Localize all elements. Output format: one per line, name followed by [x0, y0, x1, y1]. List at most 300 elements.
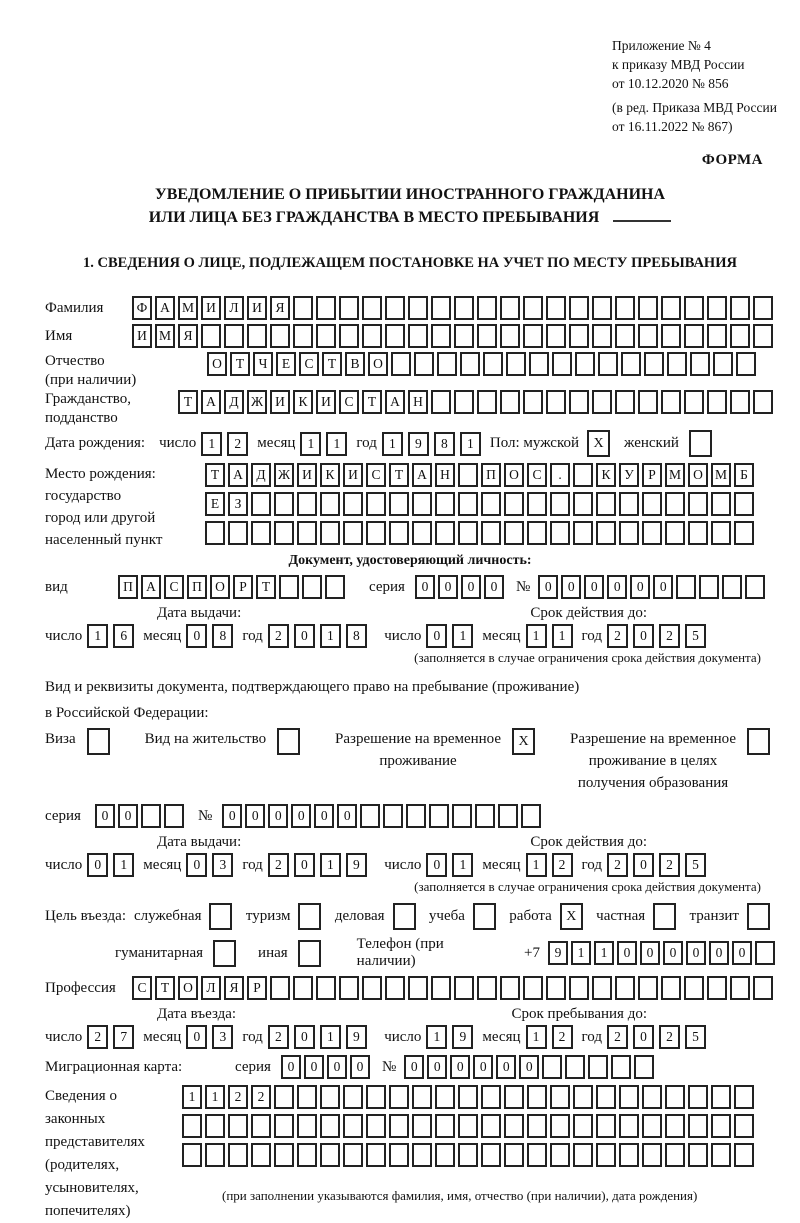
char-box — [431, 296, 451, 320]
char-box — [412, 492, 432, 516]
char-box: Т — [389, 463, 409, 487]
char-box — [550, 521, 570, 545]
char-box — [690, 352, 710, 376]
char-box — [523, 390, 543, 414]
char-box: П — [118, 575, 138, 599]
char-box: А — [228, 463, 248, 487]
valid-year-boxes — [607, 853, 706, 877]
char-box — [573, 1085, 593, 1109]
char-box — [550, 1143, 570, 1167]
char-box — [504, 521, 524, 545]
residence-permit-label: Вид на жительство — [144, 731, 267, 747]
citizenship-boxes — [178, 390, 773, 414]
char-box — [665, 1143, 685, 1167]
char-box: О — [504, 463, 524, 487]
month-label: месяц — [143, 1028, 182, 1045]
char-box — [477, 976, 497, 1000]
char-box — [385, 324, 405, 348]
year-label: год — [581, 1028, 602, 1045]
char-box: Д — [251, 463, 271, 487]
residence-doc-options — [45, 728, 775, 794]
surname-row — [45, 296, 775, 320]
year-label: год — [242, 627, 263, 644]
char-box — [506, 352, 526, 376]
char-box — [228, 521, 248, 545]
purpose-business — [335, 903, 416, 930]
study-checkbox — [473, 903, 496, 930]
char-box — [596, 1143, 616, 1167]
char-box — [638, 324, 658, 348]
char-box — [711, 1143, 731, 1167]
char-box: Т — [322, 352, 342, 376]
char-box: 0 — [87, 853, 108, 877]
valid-until-label: Срок действия до: — [530, 834, 647, 850]
char-box: 0 — [461, 575, 481, 599]
char-box — [523, 296, 543, 320]
other-checkbox — [298, 940, 321, 967]
char-box: 1 — [452, 624, 473, 648]
birth-year-boxes — [382, 432, 481, 456]
char-box: 3 — [212, 1025, 233, 1049]
char-box — [297, 492, 317, 516]
month-label: месяц — [482, 856, 521, 873]
char-box — [621, 352, 641, 376]
char-box: И — [201, 296, 221, 320]
char-box — [406, 804, 426, 828]
humanitarian-phone-row — [45, 936, 775, 970]
temp-residence-label: Разрешение на временное проживание — [335, 731, 502, 769]
char-box — [343, 492, 363, 516]
char-box — [661, 390, 681, 414]
entry-date-label: Дата въезда: — [157, 1006, 237, 1022]
doc-type-label: вид — [45, 578, 68, 595]
char-box: У — [619, 463, 639, 487]
char-box: Ч — [253, 352, 273, 376]
char-box — [711, 1114, 731, 1138]
char-box — [182, 1143, 202, 1167]
char-box — [270, 976, 290, 1000]
doc-number-boxes — [538, 575, 765, 599]
char-box — [619, 1085, 639, 1109]
work-checkbox — [560, 903, 583, 930]
char-box — [274, 492, 294, 516]
char-box: Н — [435, 463, 455, 487]
char-box: Т — [230, 352, 250, 376]
entry-month-boxes — [186, 1025, 233, 1049]
char-box: 1 — [201, 432, 222, 456]
char-box: X — [587, 430, 610, 457]
char-box: 0 — [633, 853, 654, 877]
char-box — [734, 492, 754, 516]
char-box — [205, 1114, 225, 1138]
char-box: О — [210, 575, 230, 599]
char-box — [316, 296, 336, 320]
stay-year-boxes — [607, 1025, 706, 1049]
char-box — [274, 521, 294, 545]
requisite-line: Приложение № 4 — [612, 38, 711, 53]
char-box: 2 — [227, 432, 248, 456]
char-box — [320, 1143, 340, 1167]
profession-row — [45, 976, 775, 1000]
char-box: Ж — [247, 390, 267, 414]
char-box: 2 — [552, 853, 573, 877]
visa-label: Виза — [45, 731, 76, 747]
surname-label: Фамилия — [45, 299, 104, 316]
char-box: 2 — [268, 853, 289, 877]
char-box — [542, 1055, 562, 1079]
char-box — [665, 1085, 685, 1109]
char-box — [366, 1143, 386, 1167]
char-box: 0 — [519, 1055, 539, 1079]
char-box: 6 — [113, 624, 134, 648]
char-box — [393, 903, 416, 930]
char-box: 0 — [630, 575, 650, 599]
char-box: О — [207, 352, 227, 376]
char-box — [224, 324, 244, 348]
char-box: 8 — [346, 624, 367, 648]
char-box: 0 — [686, 941, 706, 965]
char-box: О — [178, 976, 198, 1000]
char-box — [684, 976, 704, 1000]
char-box — [205, 521, 225, 545]
char-box — [569, 976, 589, 1000]
char-box — [481, 521, 501, 545]
char-box: Ж — [274, 463, 294, 487]
char-box: 2 — [552, 1025, 573, 1049]
char-box — [689, 430, 712, 457]
char-box: 0 — [438, 575, 458, 599]
char-box — [521, 804, 541, 828]
char-box: 1 — [382, 432, 403, 456]
char-box — [667, 352, 687, 376]
visa-checkbox — [87, 728, 110, 755]
requisite-line: к приказу МВД России — [612, 57, 745, 72]
char-box: 0 — [304, 1055, 324, 1079]
char-box — [87, 728, 110, 755]
char-box — [596, 521, 616, 545]
char-box — [611, 1055, 631, 1079]
char-box — [546, 976, 566, 1000]
year-label: год — [581, 627, 602, 644]
char-box — [615, 390, 635, 414]
char-box — [711, 492, 731, 516]
char-box — [504, 492, 524, 516]
char-box — [596, 1114, 616, 1138]
char-box — [527, 492, 547, 516]
patronymic-boxes — [207, 352, 756, 376]
char-box — [293, 296, 313, 320]
char-box — [389, 492, 409, 516]
char-box: 1 — [526, 1025, 547, 1049]
char-box: 0 — [186, 1025, 207, 1049]
issue-month-boxes — [186, 853, 233, 877]
char-box: 0 — [496, 1055, 516, 1079]
char-box — [592, 296, 612, 320]
char-box: 1 — [182, 1085, 202, 1109]
surname-boxes — [132, 296, 773, 320]
residence-issue-date — [45, 853, 376, 877]
char-box: 0 — [584, 575, 604, 599]
char-box — [588, 1055, 608, 1079]
char-box — [504, 1114, 524, 1138]
char-box — [458, 1085, 478, 1109]
char-box: 0 — [640, 941, 660, 965]
month-label: месяц — [257, 435, 296, 451]
char-box — [569, 296, 589, 320]
char-box — [615, 296, 635, 320]
char-box: 0 — [222, 804, 242, 828]
representatives-row1-boxes — [182, 1085, 754, 1109]
char-box — [362, 296, 382, 320]
section1-heading: 1. СВЕДЕНИЯ О ЛИЦЕ, ПОДЛЕЖАЩЕМ ПОСТАНОВКЕ НА УЧЕТ ПО МЕСТУ ПРЕБЫВАНИЯ — [83, 255, 737, 271]
patronymic-row — [45, 352, 775, 390]
char-box — [615, 324, 635, 348]
char-box: Р — [642, 463, 662, 487]
issue-month-boxes — [186, 624, 233, 648]
char-box: 2 — [228, 1085, 248, 1109]
char-box — [638, 296, 658, 320]
identity-valid-date — [384, 624, 715, 648]
char-box — [325, 575, 345, 599]
private-checkbox — [653, 903, 676, 930]
char-box: Я — [270, 296, 290, 320]
edu-residence-option — [570, 728, 770, 794]
char-box — [228, 1143, 248, 1167]
char-box: 1 — [594, 941, 614, 965]
char-box — [270, 324, 290, 348]
char-box: З — [228, 492, 248, 516]
entry-date-group — [45, 1025, 376, 1049]
tourism-checkbox — [298, 903, 321, 930]
birthdate-sex-row — [45, 430, 775, 457]
char-box — [293, 324, 313, 348]
char-box: Е — [205, 492, 225, 516]
char-box: О — [688, 463, 708, 487]
char-box: С — [132, 976, 152, 1000]
char-box: А — [155, 296, 175, 320]
char-box — [316, 976, 336, 1000]
char-box — [297, 1114, 317, 1138]
representatives-boxrows — [182, 1085, 754, 1204]
char-box — [753, 976, 773, 1000]
char-box: И — [297, 463, 317, 487]
sex-label: Пол: мужской — [489, 435, 580, 451]
char-box — [722, 575, 742, 599]
char-box — [343, 1114, 363, 1138]
char-box — [435, 1085, 455, 1109]
char-box — [527, 1114, 547, 1138]
residence-permit-option — [145, 728, 300, 755]
char-box: К — [320, 463, 340, 487]
identity-dates-row — [45, 624, 775, 648]
char-box — [343, 1085, 363, 1109]
other-label: иная — [258, 944, 288, 961]
char-box — [500, 390, 520, 414]
char-box — [339, 296, 359, 320]
char-box: 1 — [526, 853, 547, 877]
char-box — [458, 1114, 478, 1138]
char-box — [642, 1085, 662, 1109]
char-box: 0 — [732, 941, 752, 965]
char-box — [362, 324, 382, 348]
char-box: В — [345, 352, 365, 376]
char-box: 8 — [212, 624, 233, 648]
char-box — [251, 492, 271, 516]
char-box: 1 — [87, 624, 108, 648]
issue-day-boxes — [87, 624, 134, 648]
stay-day-boxes — [426, 1025, 473, 1049]
char-box — [711, 521, 731, 545]
char-box: 3 — [212, 853, 233, 877]
day-label: число — [45, 1028, 83, 1045]
tourism-label: туризм — [245, 908, 291, 924]
char-box: 0 — [281, 1055, 301, 1079]
char-box: Я — [178, 324, 198, 348]
char-box — [343, 1143, 363, 1167]
char-box — [302, 575, 322, 599]
char-box — [638, 390, 658, 414]
char-box: 1 — [113, 853, 134, 877]
char-box: И — [132, 324, 152, 348]
year-label: год — [242, 856, 263, 873]
requisite-line: от 10.12.2020 № 856 — [612, 76, 729, 91]
purpose-tourism — [246, 903, 322, 930]
char-box — [483, 352, 503, 376]
char-box — [573, 1143, 593, 1167]
char-box — [277, 728, 300, 755]
purpose-work — [509, 903, 583, 930]
sex-female-checkbox — [689, 430, 712, 457]
char-box: Н — [408, 390, 428, 414]
work-label: работа — [509, 908, 552, 924]
char-box: Р — [247, 976, 267, 1000]
char-box — [251, 521, 271, 545]
stay-until-label: Срок пребывания до: — [511, 1006, 647, 1022]
issue-date-label: Дата выдачи: — [157, 834, 242, 850]
char-box: 0 — [633, 1025, 654, 1049]
char-box — [182, 1114, 202, 1138]
char-box — [454, 976, 474, 1000]
char-box — [642, 1114, 662, 1138]
phone-label: Телефон (при наличии) — [356, 936, 444, 969]
char-box — [320, 1114, 340, 1138]
char-box — [730, 296, 750, 320]
doc-number-label: № — [515, 578, 531, 595]
char-box — [458, 492, 478, 516]
char-box — [481, 492, 501, 516]
char-box — [575, 352, 595, 376]
char-box — [634, 1055, 654, 1079]
edu-residence-label: Разрешение на временное проживание в целях получения образования — [570, 731, 736, 791]
firstname-row — [45, 324, 775, 348]
char-box — [573, 463, 593, 487]
valid-until-label: Срок действия до: — [530, 605, 647, 621]
form-title-line2: ИЛИ ЛИЦА БЕЗ ГРАЖДАНСТВА В МЕСТО ПРЕБЫВАНИЯ — [45, 206, 775, 229]
char-box: 0 — [350, 1055, 370, 1079]
purpose-humanitarian — [115, 940, 236, 967]
char-box: М — [178, 296, 198, 320]
char-box — [297, 521, 317, 545]
char-box: 0 — [245, 804, 265, 828]
form-title-line1: УВЕДОМЛЕНИЕ О ПРИБЫТИИ ИНОСТРАННОГО ГРАЖДАНИНА — [154, 186, 666, 203]
identity-dates-head — [45, 605, 775, 622]
char-box — [573, 521, 593, 545]
identity-doc-heading: Документ, удостоверяющий личность: — [288, 553, 532, 568]
char-box: И — [343, 463, 363, 487]
char-box: А — [412, 463, 432, 487]
char-box — [527, 1085, 547, 1109]
char-box — [293, 976, 313, 1000]
char-box: М — [155, 324, 175, 348]
char-box: 2 — [607, 1025, 628, 1049]
char-box: 0 — [426, 624, 447, 648]
char-box — [619, 1143, 639, 1167]
birthdate-group — [159, 432, 490, 456]
char-box: А — [141, 575, 161, 599]
char-box: 0 — [118, 804, 138, 828]
order-requisites — [612, 36, 800, 136]
char-box — [644, 352, 664, 376]
char-box: 2 — [268, 624, 289, 648]
year-label: год — [242, 1028, 263, 1045]
char-box — [619, 492, 639, 516]
migration-number-boxes — [404, 1055, 654, 1079]
citizenship-label: Гражданство, подданство — [45, 391, 132, 426]
char-box — [435, 1143, 455, 1167]
migration-series-label: серия — [235, 1058, 271, 1075]
birth-month-boxes — [300, 432, 347, 456]
char-box — [360, 804, 380, 828]
char-box — [665, 492, 685, 516]
char-box — [316, 324, 336, 348]
char-box — [665, 1114, 685, 1138]
char-box — [500, 976, 520, 1000]
patronymic-label: Отчество (при наличии) — [45, 353, 137, 388]
study-label: учеба — [428, 908, 465, 924]
char-box: Е — [276, 352, 296, 376]
char-box: . — [550, 463, 570, 487]
char-box — [707, 390, 727, 414]
char-box — [747, 728, 770, 755]
char-box — [477, 324, 497, 348]
char-box — [412, 521, 432, 545]
private-label: частная — [596, 908, 646, 924]
char-box: 9 — [452, 1025, 473, 1049]
temp-residence-option — [335, 728, 535, 772]
month-label: месяц — [482, 627, 521, 644]
business-label: деловая — [334, 908, 385, 924]
char-box — [366, 1114, 386, 1138]
valid-day-boxes — [426, 624, 473, 648]
char-box: 0 — [633, 624, 654, 648]
char-box — [339, 976, 359, 1000]
char-box — [298, 940, 321, 967]
char-box: 1 — [205, 1085, 225, 1109]
char-box — [458, 463, 478, 487]
birthplace-boxrows — [205, 463, 754, 550]
char-box: 0 — [663, 941, 683, 965]
firstname-boxes — [132, 324, 773, 348]
char-box: 5 — [685, 624, 706, 648]
char-box — [366, 521, 386, 545]
char-box: 2 — [251, 1085, 271, 1109]
char-box: 2 — [87, 1025, 108, 1049]
valid-month-boxes — [526, 853, 573, 877]
char-box — [684, 324, 704, 348]
char-box — [707, 324, 727, 348]
char-box — [343, 521, 363, 545]
char-box: 1 — [320, 624, 341, 648]
